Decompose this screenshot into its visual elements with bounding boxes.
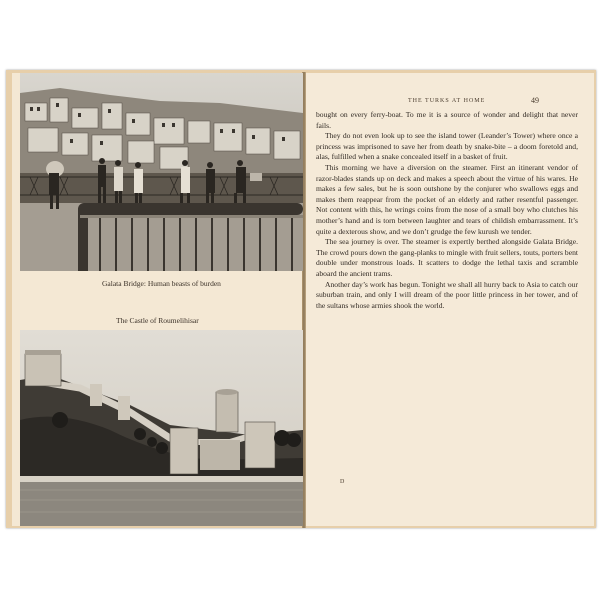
running-head: THE TURKS AT HOME [408, 98, 486, 104]
galata-bridge-photo [20, 73, 303, 271]
castle-photo [20, 330, 303, 526]
caption-castle: The Castle of Roumelihisar [116, 316, 199, 325]
signature-mark: D [340, 479, 345, 485]
paragraph: Another day’s work has begun. Tonight we shall all hurry back to Asia to catch our suburban train, and only I will dream of the poor little princess in her tower, and of the sultans whose armies shook the world. [316, 279, 578, 310]
paragraph: The sea journey is over. The steamer is expertly berthed alongside Galata Bridge. The crowd pours down the gang-planks to mingle with fruit sellers, touts, porters bent double under monstrous loads. It scatters to dodge the lethal taxis and scramble aboard the ancient trams. [316, 237, 578, 278]
body-text [316, 110, 578, 311]
paragraph: bought on every ferry-boat. To me it is a source of wonder and delight that never fails. [316, 110, 578, 130]
paragraph: They do not even look up to see the island tower (Leander’s Tower) where once a princess was imprisoned to save her from death by snake-bite – a doom foretold and, alas, fulfilled when a snake concealed itself in a basket of fruit. [316, 131, 578, 162]
caption-galata-bridge: Galata Bridge: Human beasts of burden [102, 279, 221, 288]
page-number: 49 [531, 96, 539, 105]
paragraph: This morning we have a diversion on the steamer. First an itinerant vendor of razor-blades stands up on deck and makes a speech about the virtue of his wares. He makes a few sales, but he is soon outshone by the conjurer who swallows eggs and makes them reappear from the pocket of an elderly and rather resentful passenger. Not content with this, he wrings coins from the nose of a small boy who clutches his mother’s hand and is torn between laughter and tears of childish embarrassment. It’s quite a dexterous show, and we don’t grudge the few kurush we tender. [316, 162, 578, 236]
